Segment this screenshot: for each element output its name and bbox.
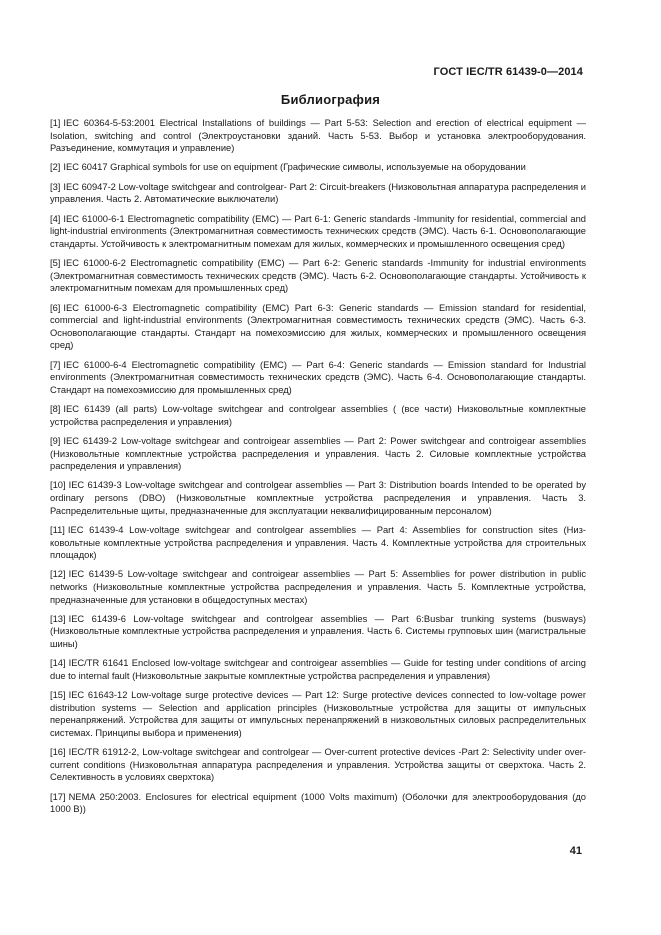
page-number: 41 (569, 845, 582, 857)
entry-number: [15] (50, 690, 66, 701)
bibliography-entry (50, 257, 586, 295)
bibliography-entry (50, 791, 586, 816)
entry-number: [12] (50, 569, 66, 580)
entry-text: IEC 60364-5-53:2001 Electrical Installations of buildings — Part 5-53: Selection and erection of electrical equipment — Isolation, switching and control (Электроустановки зданий. Часть 5-53. Выбор и установка электрооборудования. Разъединение, коммутация и управление) (50, 118, 586, 154)
entry-text: IEC 60417 Graphical symbols for use on equipment (Графические символы, используемые на оборудовании (63, 162, 526, 173)
entry-text: IEC 61000-6-2 Electromagnetic compatibility (EMC) — Part 6-2: Generic standards -Immunity for industrial environments (Электромагнитная совместимость технических средств (ЭМС). Часть 6-2. Основополагающие стандарты. Устойчивость к электромагнитным помехам для промышленных сред) (50, 258, 586, 294)
entry-text: IEC 61439-2 Low-voltage switchgear and controigear assemblies — Part 2: Power switchgear and controigear assemblies (Низковольтные комплектные устройства распределения и управления. Часть 2. Силовые комплектные устройства распределения и управления) (50, 435, 586, 472)
entry-text: NEMA 250:2003. Enclosures for electrical equipment (1000 Volts maximum) (Оболочки для электрооборудования (до 1000 В)) (50, 791, 586, 815)
entry-number: [7] (50, 359, 61, 370)
bibliography-entry (50, 613, 586, 651)
bibliography-entry (50, 117, 586, 155)
bibliography-entry (50, 746, 586, 784)
bibliography-entry (50, 359, 586, 397)
bibliography-entry (50, 302, 586, 352)
entry-text: IEC 61643-12 Low-voltage surge protective devices — Part 12: Surge protective devices connected to low-voltage power distribution systems — Selection and application principles (Низковольтные устройства для защиты от импульсных перенапряжений. Устройства для защиты от импульсных перенапряжений в низковольтных силовых распределительных системах. Принципы выбора и применения) (50, 690, 586, 738)
entry-number: [10] (50, 480, 66, 491)
entry-text: IEC/TR 61912-2, Low-voltage switchgear and controlgear — Over-current protective devices -Part 2: Selectivity under over-current conditions (Низковольтная аппаратура распределения и управления. Устройства защиты от сверхтока. Часть 2. Селективность в условиях сверхтока) (50, 747, 586, 783)
bibliography-entry (50, 161, 586, 174)
entry-number: [8] (50, 404, 61, 415)
entry-text: IEC 61439 (all parts) Low-voltage switchgear and controlgear assemblies ( (все части) Низковольтные комплектные устройства распределения и управления) (50, 404, 586, 427)
entry-number: [2] (50, 162, 61, 173)
bibliography-entry (50, 479, 586, 517)
entry-text: IEC 61439-4 Low-voltage switchgear and controlgear assemblies — Part 4: Assemblies for construction sites (Низковольтные комплектные устройства распределения и управления. Часть 4. Комплектные устройства для строительных площадок) (50, 524, 586, 561)
bibliography-entry (50, 403, 586, 428)
entry-text: IEC 61000-6-1 Electromagnetic compatibility (EMC) — Part 6-1: Generic standards -Immunity for residential, commercial and light-industrial environments (Электромагнитная совместимость технических средств (ЭМС). Часть 6-1. Основополагающие стандарты. Устойчивость к электромагнитным помехам для жилых, коммерческих и промышленного освещения сред) (50, 213, 586, 249)
entry-number: [9] (50, 435, 61, 446)
entry-number: [14] (50, 658, 66, 669)
entry-number: [6] (50, 302, 61, 313)
entry-number: [13] (50, 613, 66, 624)
bibliography-entry (50, 181, 586, 206)
page-title: Библиография (280, 92, 381, 107)
entry-number: [5] (50, 258, 61, 269)
entry-number: [4] (50, 213, 61, 224)
entry-text: IEC 61000-6-4 Electromagnetic compatibility (EMC) — Part 6-4: Generic standards — Emission standard for Industrial environments (Электромагнитная совместимость технических средств (ЭМС). Часть 6-4. Основополагающие стандарты. Стандарт на помехоэмиссию для промышленных сред) (50, 359, 586, 395)
bibliography-entry (50, 689, 586, 739)
entry-number: [11] (50, 524, 65, 535)
entry-text: IEC 61000-6-3 Electromagnetic compatibility (EMC) Part 6-3: Generic standards — Emission standard for residential, commercial and light-industrial environments (Электромагнитная совместимость технических средств (ЭМС). Часть 6-3. Основополагающие стандарты. Стандарт на помехоэмиссию для жилых, коммерческих и промышленного освещения сред) (50, 302, 586, 351)
entry-text: IEC 61439-5 Low-voltage switchgear and controigear assemblies — Part 5: Assemblies for power distribution in public networks (Низковольтные комплектные устройства распределения и управления. Часть 5. Комплектные устройства, предназначенные для установки в общедоступных местах) (50, 569, 586, 605)
bibliography-entry (50, 568, 586, 606)
bibliography-entry (50, 524, 586, 562)
entry-text: IEC 60947-2 Low-voltage switchgear and controlgear- Part 2: Circuit-breakers (Низковольтная аппаратура распределения и управления. Часть 2. Автоматические выключатели) (50, 181, 586, 205)
bibliography-entry (50, 213, 586, 251)
document-header: ГОСТ IEC/TR 61439-0—2014 (433, 66, 583, 78)
entry-text: IEC 61439-3 Low-voltage switchgear and controlgear assemblies — Part 3: Distribution boards Intended to be operated by ordinary persons (DBO) (Низковольтные комплектные устройства распределения и управления. Часть 3. Распределительные щиты, предназначенные для эксплуатации неквалифицированным персоналом) (50, 480, 586, 516)
entry-number: [3] (50, 181, 61, 192)
entry-number: [17] (50, 791, 66, 802)
bibliography-entry (50, 435, 586, 473)
entry-number: [1] (50, 118, 61, 128)
entry-text: IEC 61439-6 Low-voltage switchgear and controlgear assemblies — Part 6:Busbar trunking systems (busways) (Низковольтные комплектные устройства распределения и управления. Часть 6. Системы групповых шин (магистральные шины) (50, 613, 586, 650)
entry-number: [16] (50, 747, 66, 758)
bibliography-list (50, 117, 586, 823)
bibliography-entry (50, 657, 586, 682)
entry-text: IEC/TR 61641 Enclosed low-voltage switchgear and controigear assemblies — Guide for testing under conditions of arcing due to internal fault (Низковольтные закрытые комплектные устройства распределения и управления) (50, 658, 586, 681)
